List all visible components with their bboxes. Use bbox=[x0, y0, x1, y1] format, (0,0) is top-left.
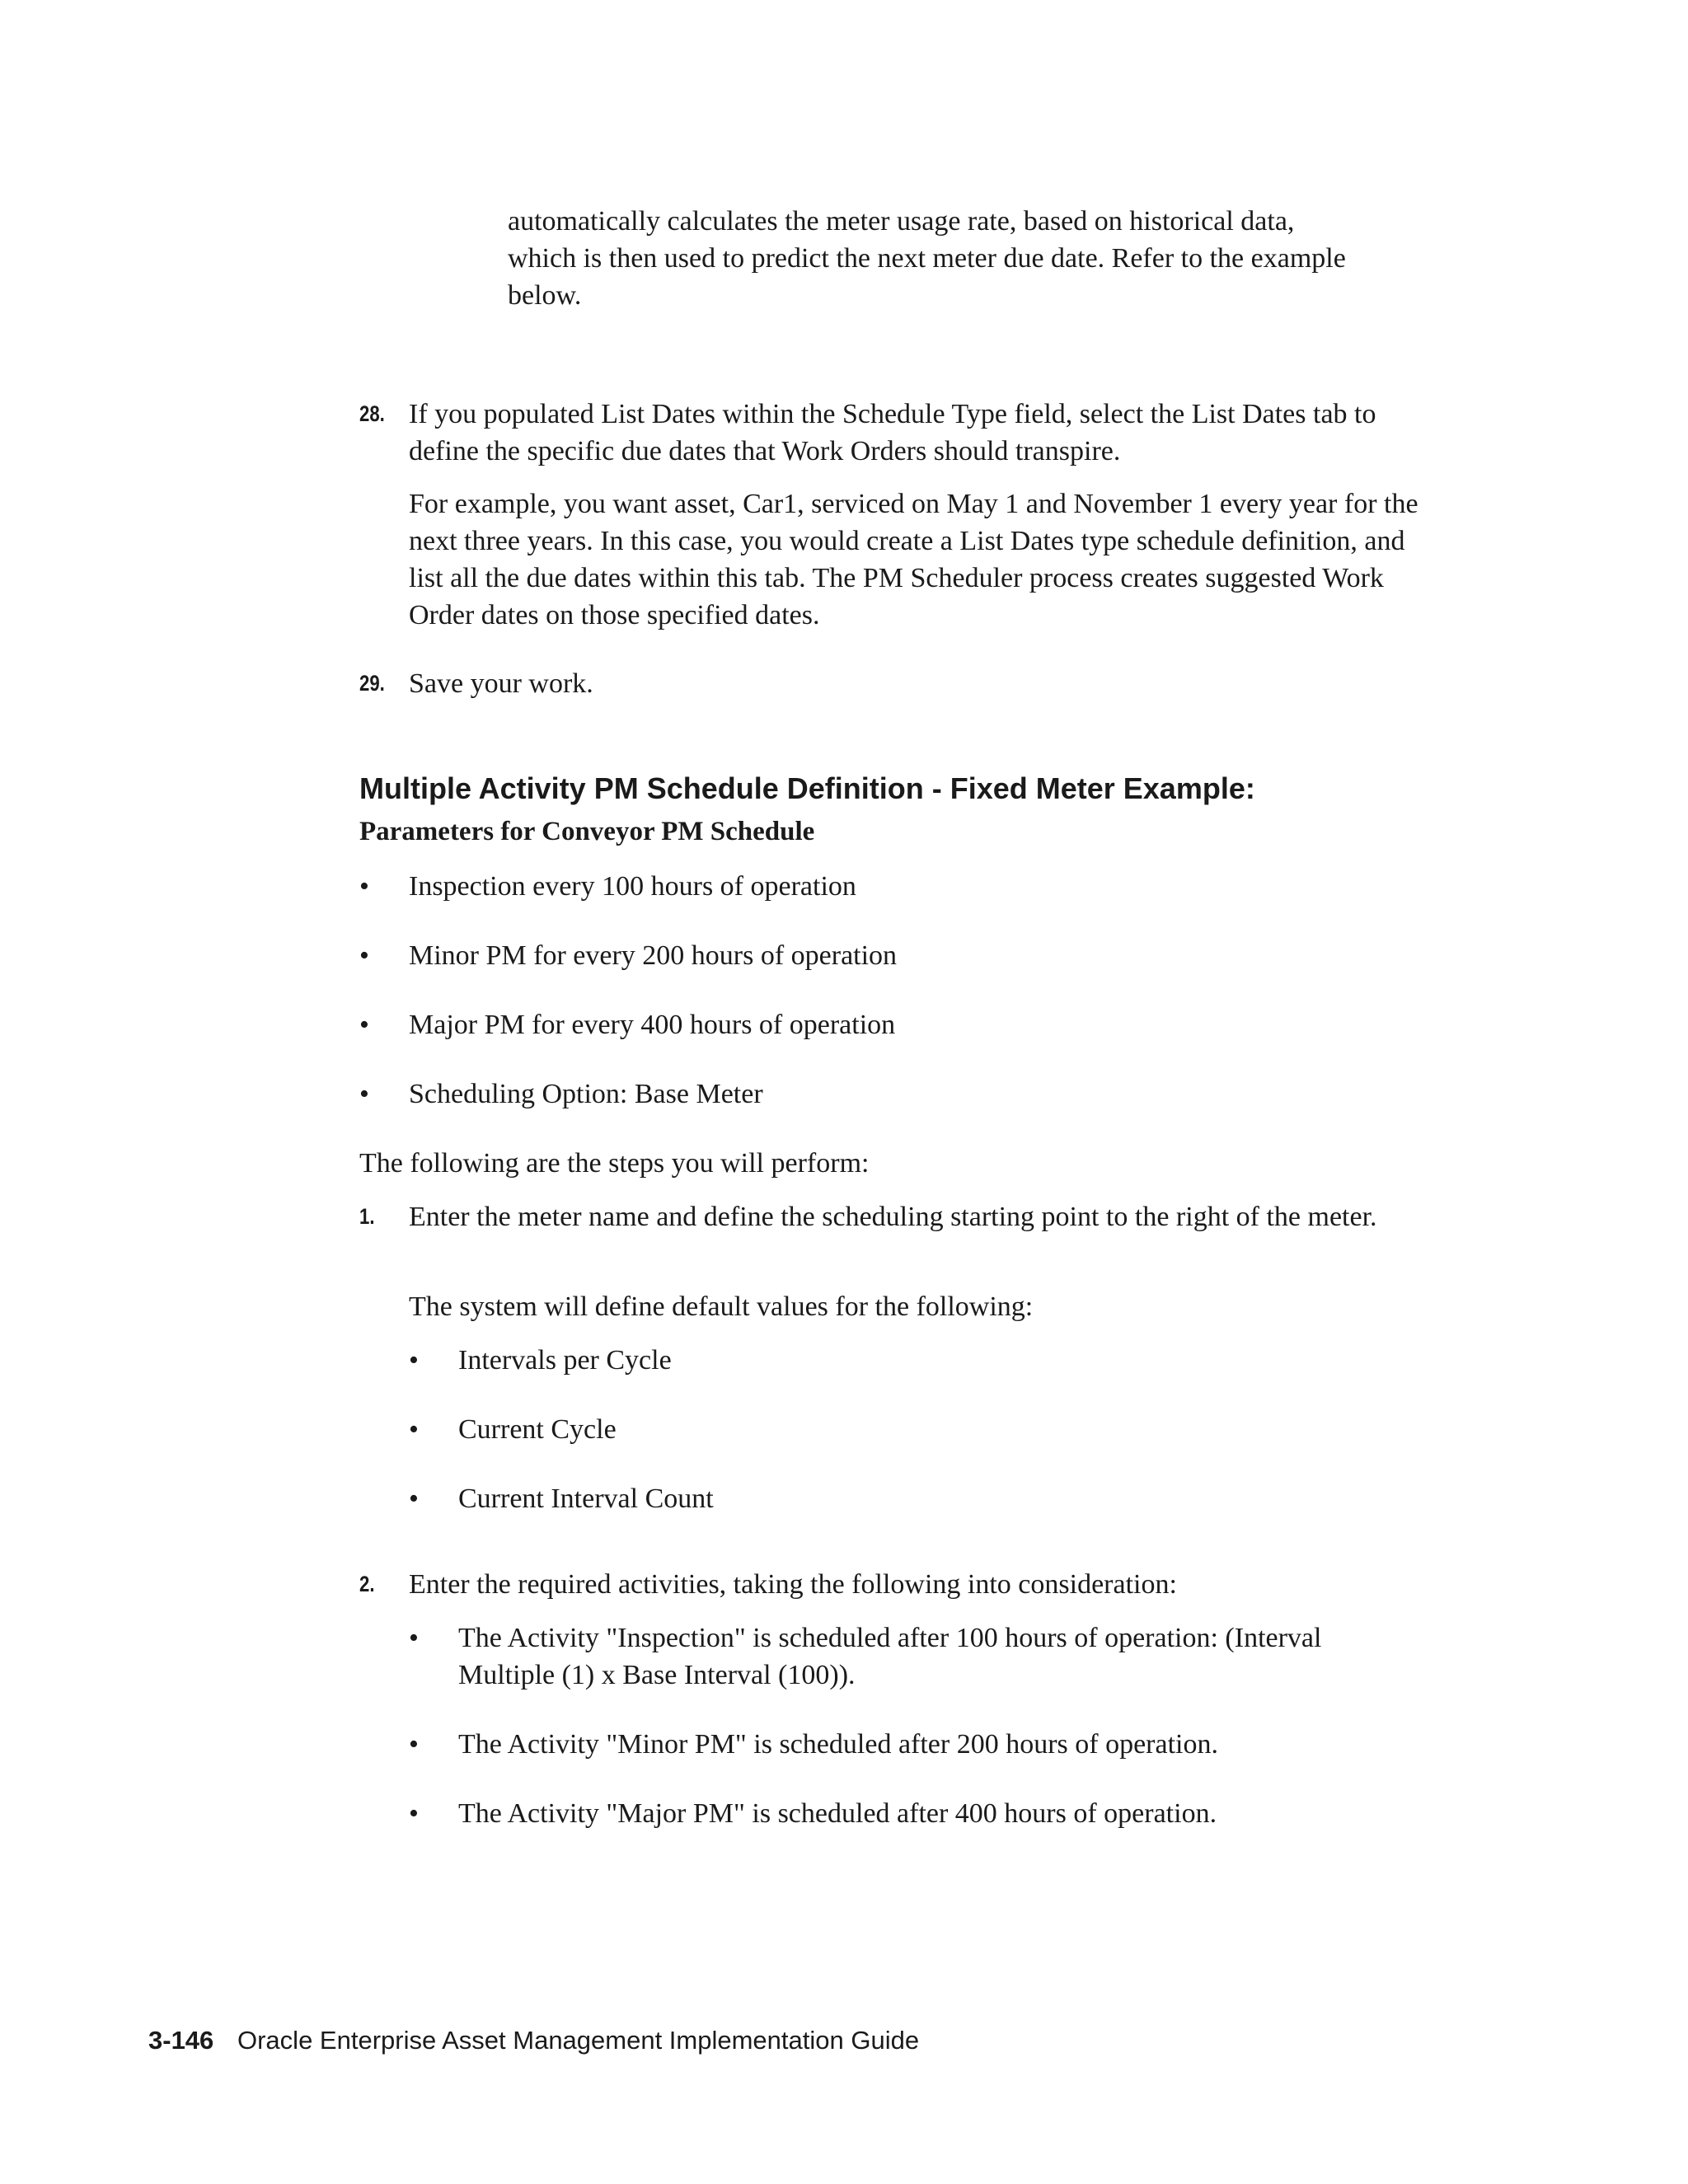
parameter-item: Inspection every 100 hours of operation bbox=[409, 871, 856, 902]
parameter-item: Major PM for every 400 hours of operation bbox=[409, 1010, 896, 1040]
step-text: Enter the required activities, taking the following into consideration: bbox=[409, 1569, 1177, 1600]
step-number: 28. bbox=[359, 401, 385, 426]
bullet-icon: • bbox=[359, 1010, 369, 1040]
bullet-icon: • bbox=[409, 1414, 419, 1445]
bullet-icon: • bbox=[359, 871, 369, 902]
sub-bullet-item: The Activity "Major PM" is scheduled after 400 hours of operation. bbox=[458, 1798, 1217, 1829]
intro-paragraph: automatically calculates the meter usage rate, based on historical data, which is then used to predict the next meter due date. Refer to the example below. bbox=[508, 206, 1346, 311]
bullet-icon: • bbox=[409, 1623, 419, 1653]
bullet-icon: • bbox=[409, 1483, 419, 1514]
bullet-icon: • bbox=[359, 1079, 369, 1109]
bullet-icon: • bbox=[409, 1729, 419, 1760]
lead-in-text: The following are the steps you will perform: bbox=[359, 1148, 870, 1179]
section-heading: Multiple Activity PM Schedule Definition - Fixed Meter Example: bbox=[359, 771, 1255, 805]
step-number: 29. bbox=[359, 671, 385, 696]
guide-title: Oracle Enterprise Asset Management Implementation Guide bbox=[237, 2026, 920, 2055]
sub-bullet-item: Current Interval Count bbox=[458, 1483, 714, 1514]
step-detail: For example, you want asset, Car1, serviced on May 1 and November 1 every year for the next three years. In this case, you would create a List Dates type schedule definition, and list all the due dates within this tab. The PM Scheduler process creates suggested Work Order dates on those specified dates. bbox=[409, 489, 1418, 630]
step-detail: The system will define default values for the following: bbox=[409, 1291, 1034, 1322]
step-text: Save your work. bbox=[409, 668, 593, 699]
sub-bullet-item: The Activity "Inspection" is scheduled after 100 hours of operation: (Interval Multiple (1) x Base Interval (100)). bbox=[458, 1623, 1322, 1690]
bullet-icon: • bbox=[359, 940, 369, 971]
sub-bullet-item: The Activity "Minor PM" is scheduled after 200 hours of operation. bbox=[458, 1729, 1218, 1760]
step-text: Enter the meter name and define the scheduling starting point to the right of the meter. bbox=[409, 1202, 1377, 1232]
parameter-item: Minor PM for every 200 hours of operation bbox=[409, 940, 898, 971]
page-number: 3-146 bbox=[148, 2026, 214, 2055]
bullet-icon: • bbox=[409, 1345, 419, 1376]
step-text: If you populated List Dates within the Schedule Type field, select the List Dates tab to define the specific due dates that Work Orders should transpire. bbox=[409, 399, 1376, 466]
sub-bullet-item: Current Cycle bbox=[458, 1414, 617, 1445]
step-number: 1. bbox=[359, 1204, 375, 1229]
bullet-icon: • bbox=[409, 1798, 419, 1829]
step-number: 2. bbox=[359, 1572, 375, 1596]
parameter-item: Scheduling Option: Base Meter bbox=[409, 1079, 763, 1109]
sub-bullet-item: Intervals per Cycle bbox=[458, 1345, 672, 1376]
section-subheading: Parameters for Conveyor PM Schedule bbox=[359, 817, 815, 846]
